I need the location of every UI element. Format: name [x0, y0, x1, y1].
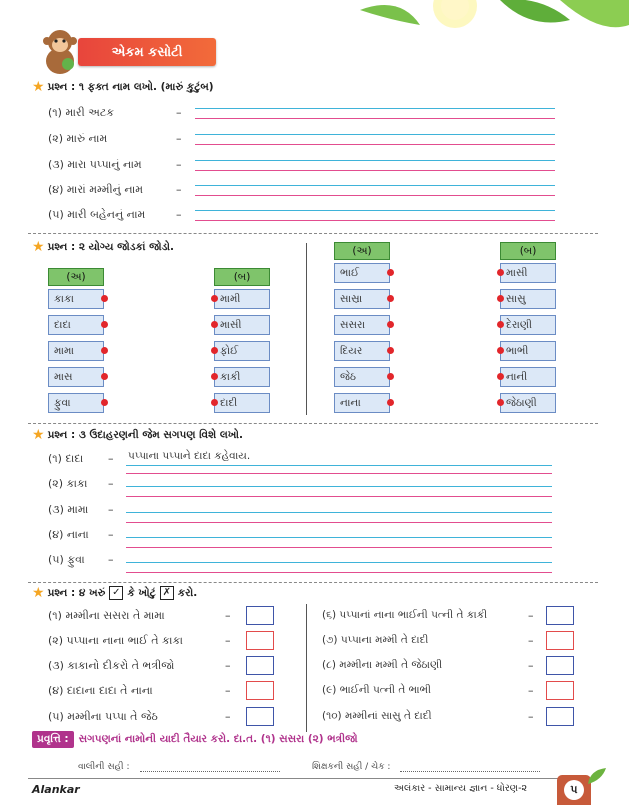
parent-signature-label: વાલીની સહી :	[78, 762, 130, 772]
brand-logo: Alankar	[32, 783, 80, 796]
answer-line[interactable]	[126, 473, 552, 474]
star-icon: ★	[32, 427, 45, 443]
answer-line[interactable]	[126, 547, 552, 548]
match-left-b-2[interactable]: માસી	[214, 315, 270, 335]
match-right-b-5[interactable]: નાની	[500, 367, 556, 387]
dash: –	[108, 528, 114, 541]
match-dot[interactable]	[497, 347, 504, 354]
answer-checkbox[interactable]	[546, 681, 574, 700]
leaf-icon	[586, 766, 608, 786]
dash: –	[225, 710, 231, 723]
q4-right-5: (૧૦) મમ્મીનાં સાસુ તે દાદી	[322, 710, 432, 722]
answer-line[interactable]	[195, 185, 555, 186]
dash: –	[108, 553, 114, 566]
match-dot[interactable]	[101, 295, 108, 302]
answer-checkbox[interactable]	[246, 606, 274, 625]
dash: –	[108, 503, 114, 516]
cross-box-icon: ✗	[160, 586, 174, 600]
answer-checkbox[interactable]	[246, 707, 274, 726]
dash: –	[176, 132, 182, 145]
q1-item-1: (૧) મારી અટક	[48, 106, 115, 119]
answer-checkbox[interactable]	[546, 707, 574, 726]
match-right-a-3[interactable]: સસરા	[334, 315, 390, 335]
q2-title	[32, 240, 174, 254]
match-dot[interactable]	[101, 321, 108, 328]
q4-title	[32, 586, 197, 600]
answer-checkbox[interactable]	[246, 631, 274, 650]
footer-book-title: અલંકાર - સામાન્ય જ્ઞાન - ધોરણ-૨	[394, 783, 528, 794]
answer-line[interactable]	[126, 465, 552, 466]
match-right-b-3[interactable]: દેરાણી	[500, 315, 556, 335]
activity-label: પ્રવૃત્તિ :	[32, 731, 74, 748]
answer-line[interactable]	[195, 144, 555, 145]
match-dot[interactable]	[101, 399, 108, 406]
match-dot[interactable]	[387, 321, 394, 328]
answer-line[interactable]	[195, 134, 555, 135]
column-divider	[306, 243, 307, 415]
match-left-b-5[interactable]: દાદી	[214, 393, 270, 413]
page-number: પ	[564, 780, 584, 800]
q1-item-2: (૨) મારું નામ	[48, 132, 108, 145]
match-dot[interactable]	[387, 399, 394, 406]
answer-line[interactable]	[126, 572, 552, 573]
q3-item-4: (૪) નાના	[48, 528, 89, 541]
q4-left-4: (૪) દાદાના દાદા તે નાના	[48, 684, 153, 697]
dash: –	[225, 659, 231, 672]
match-right-a-6[interactable]: નાના	[334, 393, 390, 413]
q4-left-1: (૧) મમ્મીના સસરા તે મામા	[48, 609, 165, 622]
star-icon: ★	[32, 79, 45, 95]
q3-title-text: પ્રશ્ન : ૩ ઉદાહરણની જેમ સગપણ વિશે લખો.	[47, 428, 244, 441]
q4-title-prefix: પ્રશ્ન : ૪ ખરું	[47, 586, 106, 599]
q4-left-3: (૩) કાકાનો દીકરો તે ભત્રીજો	[48, 659, 175, 672]
match-dot[interactable]	[211, 399, 218, 406]
match-left-a-4[interactable]: માસ	[48, 367, 104, 387]
q3-item-3: (૩) મામા	[48, 503, 89, 516]
answer-line[interactable]	[195, 108, 555, 109]
match-dot[interactable]	[497, 321, 504, 328]
match-right-header-a: (અ)	[334, 242, 390, 260]
dash: –	[108, 452, 114, 465]
answer-line[interactable]	[126, 486, 552, 487]
match-dot[interactable]	[497, 373, 504, 380]
q4-title-mid: કે ખોટું	[127, 586, 156, 599]
answer-line[interactable]	[195, 160, 555, 161]
match-left-b-1[interactable]: મામી	[214, 289, 270, 309]
q2-title-text: પ્રશ્ન : ૨ યોગ્ય જોડકાં જોડો.	[47, 240, 175, 253]
match-left-header-a: (અ)	[48, 268, 104, 286]
q4-left-2: (૨) પપ્પાના નાના ભાઈ તે કાકા	[48, 634, 183, 647]
match-dot[interactable]	[211, 295, 218, 302]
q3-example-answer: પપ્પાના પપ્પાને દાદા કહેવાય.	[128, 450, 251, 462]
dash: –	[225, 684, 231, 697]
dash: –	[176, 183, 182, 196]
match-right-a-2[interactable]: સાસ્રા	[334, 289, 390, 309]
answer-line[interactable]	[126, 512, 552, 513]
answer-line[interactable]	[126, 522, 552, 523]
answer-line[interactable]	[126, 496, 552, 497]
dash: –	[528, 634, 534, 647]
answer-line[interactable]	[195, 195, 555, 196]
answer-line[interactable]	[126, 537, 552, 538]
dash: –	[108, 477, 114, 490]
q4-left-5: (૫) મમ્મીના પપ્પા તે જેઠ	[48, 710, 158, 723]
section-divider	[28, 582, 598, 583]
q4-right-3: (૮) મમ્મીના મમ્મી તે જેઠાણી	[322, 659, 443, 671]
match-dot[interactable]	[211, 321, 218, 328]
dash: –	[176, 208, 182, 221]
checkmark-box-icon: ✓	[109, 586, 123, 600]
match-dot[interactable]	[387, 295, 394, 302]
teacher-signature-label: શિક્ષકની સહી / ચેક :	[312, 762, 391, 772]
match-right-header-b: (બ)	[500, 242, 556, 260]
column-divider	[306, 604, 307, 732]
activity-row	[32, 731, 358, 748]
match-left-b-3[interactable]: ફોઈ	[214, 341, 270, 361]
teacher-signature-line[interactable]	[400, 771, 540, 772]
answer-checkbox[interactable]	[546, 631, 574, 650]
answer-checkbox[interactable]	[546, 656, 574, 675]
activity-text: સગપણનાં નામોની યાદી તૈયાર કરો. દા.ત. (૧) સસરા (૨) ભત્રીજો	[78, 733, 358, 745]
q1-item-4: (૪) મારાં મમ્મીનું નામ	[48, 183, 143, 196]
dash: –	[176, 106, 182, 119]
star-icon: ★	[32, 585, 45, 601]
sun-leaves-decoration	[360, 0, 629, 40]
monkey-mascot-icon	[38, 26, 82, 76]
q3-title	[32, 428, 243, 442]
match-left-a-2[interactable]: દાદા	[48, 315, 104, 335]
answer-line[interactable]	[195, 118, 555, 119]
match-dot[interactable]	[497, 399, 504, 406]
answer-line[interactable]	[195, 210, 555, 211]
q3-item-1: (૧) દાદા	[48, 452, 84, 465]
parent-signature-line[interactable]	[140, 771, 280, 772]
q4-right-1: (૬) પપ્પાનાં નાના ભાઈની પત્ની તે કાકી	[322, 609, 488, 621]
q1-item-3: (૩) મારા પપ્પાનું નામ	[48, 158, 142, 171]
star-icon: ★	[32, 239, 45, 255]
match-dot[interactable]	[101, 347, 108, 354]
match-right-a-1[interactable]: ભાઈ	[334, 263, 390, 283]
match-left-a-1[interactable]: કાકા	[48, 289, 104, 309]
match-right-b-1[interactable]: માસી	[500, 263, 556, 283]
q1-title-text: પ્રશ્ન : ૧ ફક્ત નામ લખો. (મારું કુટુંબ)	[47, 80, 214, 93]
match-dot[interactable]	[387, 373, 394, 380]
match-left-a-3[interactable]: મામા	[48, 341, 104, 361]
dash: –	[528, 684, 534, 697]
match-right-a-4[interactable]: દિયર	[334, 341, 390, 361]
dash: –	[528, 609, 534, 622]
q4-right-2: (૭) પપ્પાના મમ્મી તે દાદી	[322, 634, 429, 646]
q1-item-5: (૫) મારી બહેનનું નામ	[48, 208, 146, 221]
match-dot[interactable]	[211, 347, 218, 354]
answer-line[interactable]	[126, 562, 552, 563]
match-dot[interactable]	[101, 373, 108, 380]
match-right-b-6[interactable]: જેઠાણી	[500, 393, 556, 413]
match-dot[interactable]	[497, 295, 504, 302]
page-title: એકમ કસોટી	[78, 38, 216, 66]
q3-item-2: (૨) કાકા	[48, 477, 88, 490]
match-right-b-2[interactable]: સાસુ	[500, 289, 556, 309]
match-left-a-5[interactable]: ફુવા	[48, 393, 104, 413]
match-right-b-4[interactable]: ભાભી	[500, 341, 556, 361]
dash: –	[176, 158, 182, 171]
q4-right-4: (૯) ભાઈની પત્ની તે ભાભી	[322, 684, 432, 696]
match-left-b-4[interactable]: કાકી	[214, 367, 270, 387]
match-dot[interactable]	[497, 269, 504, 276]
answer-line[interactable]	[195, 170, 555, 171]
dash: –	[528, 659, 534, 672]
dash: –	[528, 710, 534, 723]
answer-line[interactable]	[195, 220, 555, 221]
match-right-a-5[interactable]: જેઠ	[334, 367, 390, 387]
q4-title-suffix: કરો.	[177, 586, 198, 599]
match-left-header-b: (બ)	[214, 268, 270, 286]
answer-checkbox[interactable]	[246, 656, 274, 675]
match-dot[interactable]	[387, 347, 394, 354]
answer-checkbox[interactable]	[546, 606, 574, 625]
q1-title	[32, 80, 214, 94]
match-dot[interactable]	[211, 373, 218, 380]
footer-divider	[28, 778, 583, 779]
dash: –	[225, 634, 231, 647]
q3-item-5: (૫) ફુવા	[48, 553, 85, 566]
match-dot[interactable]	[387, 269, 394, 276]
section-divider	[28, 423, 598, 424]
dash: –	[225, 609, 231, 622]
answer-checkbox[interactable]	[246, 681, 274, 700]
section-divider	[28, 233, 598, 234]
